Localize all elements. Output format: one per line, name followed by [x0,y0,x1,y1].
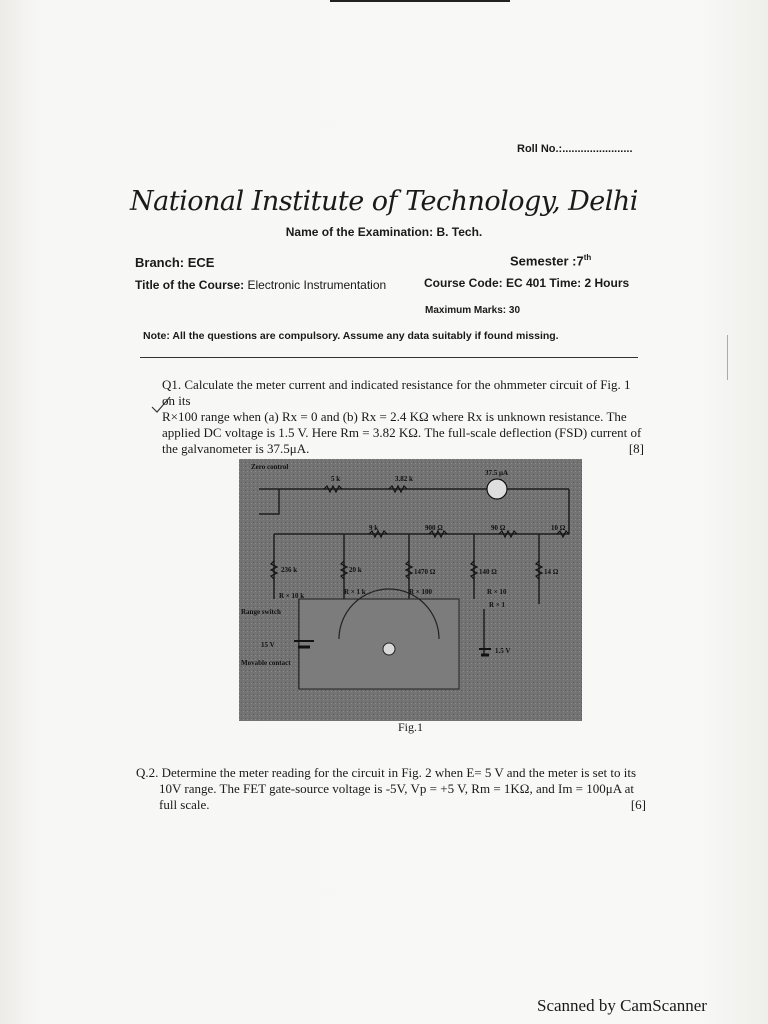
institute-title: National Institute of Technology, Delhi [130,186,638,217]
top-scan-line [330,0,510,2]
q1-line4 [162,441,644,457]
label-movable-contact: Movable contact [241,659,291,667]
label-meter: 37.5 μA [485,469,509,477]
exam-name: Name of the Examination: B. Tech. [285,225,483,239]
q2-line2: 10V range. The FET gate-source voltage is -5V, Vp = +5 V, Rm = 1KΩ, and Im = 100μA at [159,781,635,796]
q1-line2: R×100 range when (a) Rx = 0 and (b) Rx = 2.4 KΩ where Rx is unknown resistance. The [162,409,627,424]
label-14: 14 Ω [544,568,559,576]
label-rx10: R × 10 [487,588,507,596]
course-title-value: Electronic Instrumentation [244,278,387,292]
q2-line3-text: full scale. [159,797,210,812]
label-90: 90 Ω [491,524,506,532]
divider [140,357,638,358]
course-title-label: Title of the Course: [135,278,245,292]
q2-line1: Q.2. Determine the meter reading for the circuit in Fig. 2 when E= 5 V and the meter is set to its [136,765,637,780]
label-9k: 9 k [369,524,379,532]
label-140: 140 Ω [479,568,497,576]
note: Note: All the questions are compulsory. Assume any data suitably if found missing. [143,330,559,342]
q2-marks: [6] [630,797,646,812]
question-1 [162,377,644,457]
margin-mark [727,335,728,380]
label-1470: 1470 Ω [414,568,436,576]
semester-sup: th [583,253,592,262]
label-rx1k: R × 1 k [344,588,366,596]
question-2 [136,765,646,813]
ohmmeter-circuit-diagram [239,459,582,721]
course-title [135,278,386,292]
label-3-82k: 3.82 k [395,475,413,483]
galvanometer-icon [487,479,507,499]
zero-control-label: Zero control [251,463,289,471]
label-236k: 236 k [281,566,298,574]
label-rx1: R × 1 [489,601,506,609]
semester-text: Semester :7 [510,253,584,269]
q1-marks: [8] [628,441,644,456]
range-switch-box [299,599,459,689]
label-5k: 5 k [331,475,341,483]
semester [510,253,591,268]
max-marks: Maximum Marks: 30 [425,305,521,316]
figure-caption: Fig.1 [398,720,424,734]
roll-number: Roll No.:....................... [517,143,633,155]
figure-1 [239,459,582,721]
q1-line3: applied DC voltage is 1.5 V. Here Rm = 3.82 KΩ. The full-scale deflection (FSD) current of [162,425,642,440]
q1-line4-text: the galvanometer is 37.5μA. [162,441,310,456]
rotary-switch-icon [383,643,395,655]
label-rx100: R × 100 [409,588,433,596]
label-900: 900 Ω [425,524,443,532]
label-range-switch: Range switch [241,608,281,616]
label-15v: 15 V [261,641,275,649]
label-1-5v: 1.5 V [495,647,511,655]
q2-line3 [136,797,646,813]
course-code: Course Code: EC 401 Time: 2 Hours [424,276,630,290]
label-20k: 20 k [349,566,362,574]
q1-line1: Q1. Calculate the meter current and indicated resistance for the ohmmeter circuit of Fig. 1 on its [162,377,631,408]
label-10: 10 Ω [551,524,566,532]
scanner-watermark: Scanned by CamScanner [537,996,707,1015]
label-rx10k: R × 10 k [279,592,305,600]
branch: Branch: ECE [135,255,215,270]
